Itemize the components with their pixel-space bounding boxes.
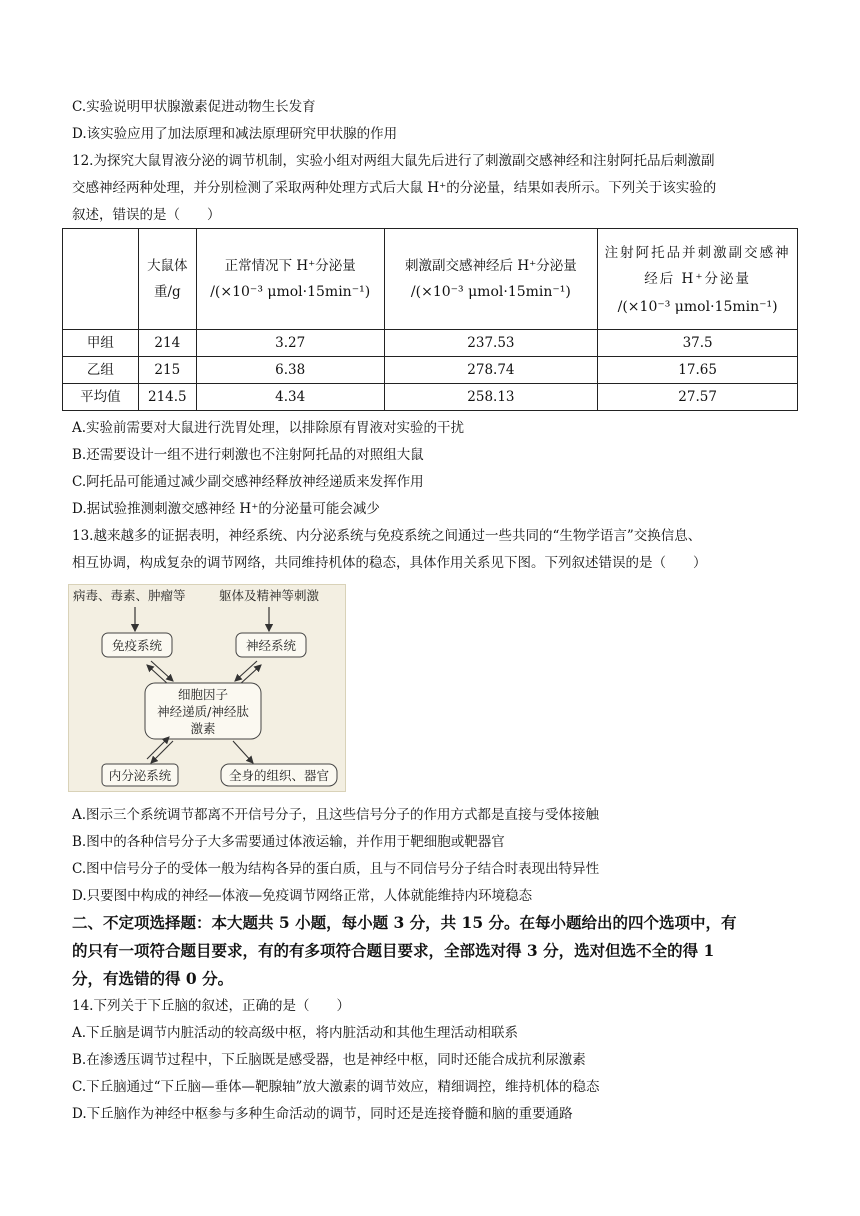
h-secretion-table — [62, 228, 798, 411]
table-cell: 278.74 — [384, 357, 598, 384]
organs-label: 全身的组织、器官 — [228, 768, 330, 783]
table-header-normal — [196, 229, 384, 330]
q12-option-c: C.阿托品可能通过减少副交感神经释放神经递质来发挥作用 — [72, 474, 424, 490]
q12-stem-line-1: 12.为探究大鼠胃液分泌的调节机制，实验小组对两组大鼠先后进行了刺激副交感神经和注射阿托品后刺激副 — [72, 153, 715, 169]
table-cell: 258.13 — [384, 384, 598, 411]
table-cell: 27.57 — [598, 384, 798, 411]
cytokine-label: 细胞因子 — [177, 687, 229, 702]
table-cell: 6.38 — [196, 357, 384, 384]
q12-stem-line-2: 交感神经两种处理，并分别检测了采取两种处理方式后大鼠 H⁺的分泌量，结果如表所示。下列关于该实验的 — [72, 180, 717, 196]
q13-option-d: D.只要图中构成的神经—体液—免疫调节网络正常，人体就能维持内环境稳态 — [72, 888, 533, 904]
table-cell: 17.65 — [598, 357, 798, 384]
q14-option-a: A.下丘脑是调节内脏活动的较高级中枢，将内脏活动和其他生理活动相联系 — [72, 1025, 519, 1041]
q11-option-d: D.该实验应用了加法原理和减法原理研究甲状腺的作用 — [72, 126, 398, 142]
header-unit: /(×10⁻³ μmol·15min⁻¹) — [617, 299, 778, 315]
q14-stem: 14.下列关于下丘脑的叙述，正确的是（ ） — [72, 998, 350, 1014]
q11-option-c: C.实验说明甲状腺激素促进动物生长发育 — [72, 99, 316, 115]
q14-option-c: C.下丘脑通过“下丘脑—垂体—靶腺轴”放大激素的调节效应，精细调控，维持机体的稳态 — [72, 1079, 600, 1095]
diagram-svg — [69, 585, 345, 791]
stimulus-label-right: 躯体及精神等刺激 — [219, 588, 320, 603]
header-atropine-label: 注射阿托品并刺激副交感神经后 H⁺分泌量 — [604, 245, 791, 287]
table-cell: 237.53 — [384, 330, 598, 357]
q14-option-b: B.在渗透压调节过程中，下丘脑既是感受器，也是神经中枢，同时还能合成抗利尿激素 — [72, 1052, 586, 1068]
header-normal-label: 正常情况下 H⁺分泌量 — [224, 258, 356, 274]
table-cell: 平均值 — [63, 384, 139, 411]
q12-option-a: A.实验前需要对大鼠进行洗胃处理，以排除原有胃液对实验的干扰 — [72, 420, 465, 436]
table-cell: 214 — [138, 330, 196, 357]
table-row — [63, 357, 798, 384]
q12-option-d: D.据试验推测刺激交感神经 H⁺的分泌量可能会减少 — [72, 501, 380, 517]
section-2-heading-line-2: 的只有一项符合题目要求，有的有多项符合题目要求，全部选对得 3 分，选对但选不全的得 1 — [72, 941, 715, 960]
section-2-heading-line-1: 二、不定项选择题：本大题共 5 小题，每小题 3 分，共 15 分。在每小题给出的四个选项中，有 — [72, 913, 737, 932]
hormone-label: 激素 — [190, 721, 216, 736]
table-header-stimulated — [384, 229, 598, 330]
table-header-empty — [63, 229, 139, 330]
immune-system-label: 免疫系统 — [111, 638, 163, 653]
table-header-atropine — [598, 229, 798, 330]
q13-option-c: C.图中信号分子的受体一般为结构各异的蛋白质，且与不同信号分子结合时表现出特异性 — [72, 861, 600, 877]
table-cell: 3.27 — [196, 330, 384, 357]
nervous-system-label: 神经系统 — [245, 638, 297, 653]
table-cell: 乙组 — [63, 357, 139, 384]
endocrine-system-label: 内分泌系统 — [108, 768, 172, 783]
q14-option-d: D.下丘脑作为神经中枢参与多种生命活动的调节，同时还是连接脊髓和脑的重要通路 — [72, 1106, 573, 1122]
table-header-weight — [138, 229, 196, 330]
header-weight-label: 大鼠体重/g — [147, 258, 188, 300]
q12-option-b: B.还需要设计一组不进行刺激也不注射阿托品的对照组大鼠 — [72, 447, 424, 463]
stimulus-label-left: 病毒、毒素、肿瘤等 — [73, 588, 186, 603]
header-stimulated-label: 刺激副交感神经后 H⁺分泌量 — [405, 258, 577, 274]
header-unit: /(×10⁻³ μmol·15min⁻¹) — [210, 284, 371, 300]
regulation-network-diagram — [68, 584, 346, 792]
table-cell: 37.5 — [598, 330, 798, 357]
table-cell: 4.34 — [196, 384, 384, 411]
q12-stem-line-3: 叙述，错误的是（ ） — [72, 207, 221, 223]
q13-stem-line-1: 13.越来越多的证据表明，神经系统、内分泌系统与免疫系统之间通过一些共同的“生物学语言”交换信息、 — [72, 528, 702, 544]
q13-stem-line-2: 相互协调，构成复杂的调节网络，共同维持机体的稳态，具体作用关系见下图。下列叙述错误的是（ ） — [72, 555, 707, 571]
q13-option-a: A.图示三个系统调节都离不开信号分子，且这些信号分子的作用方式都是直接与受体接触 — [72, 807, 600, 823]
table-cell: 215 — [138, 357, 196, 384]
table-row — [63, 330, 798, 357]
section-2-heading-line-3: 分，有选错的得 0 分。 — [72, 969, 234, 988]
table-row — [63, 384, 798, 411]
q13-option-b: B.图中的各种信号分子大多需要通过体液运输，并作用于靶细胞或靶器官 — [72, 834, 505, 850]
header-unit: /(×10⁻³ μmol·15min⁻¹) — [410, 284, 571, 300]
table-cell: 214.5 — [138, 384, 196, 411]
table-header-row — [63, 229, 798, 330]
table-cell: 甲组 — [63, 330, 139, 357]
arrow-center-to-organs — [233, 741, 253, 763]
neurotransmitter-label: 神经递质/神经肽 — [157, 704, 249, 719]
